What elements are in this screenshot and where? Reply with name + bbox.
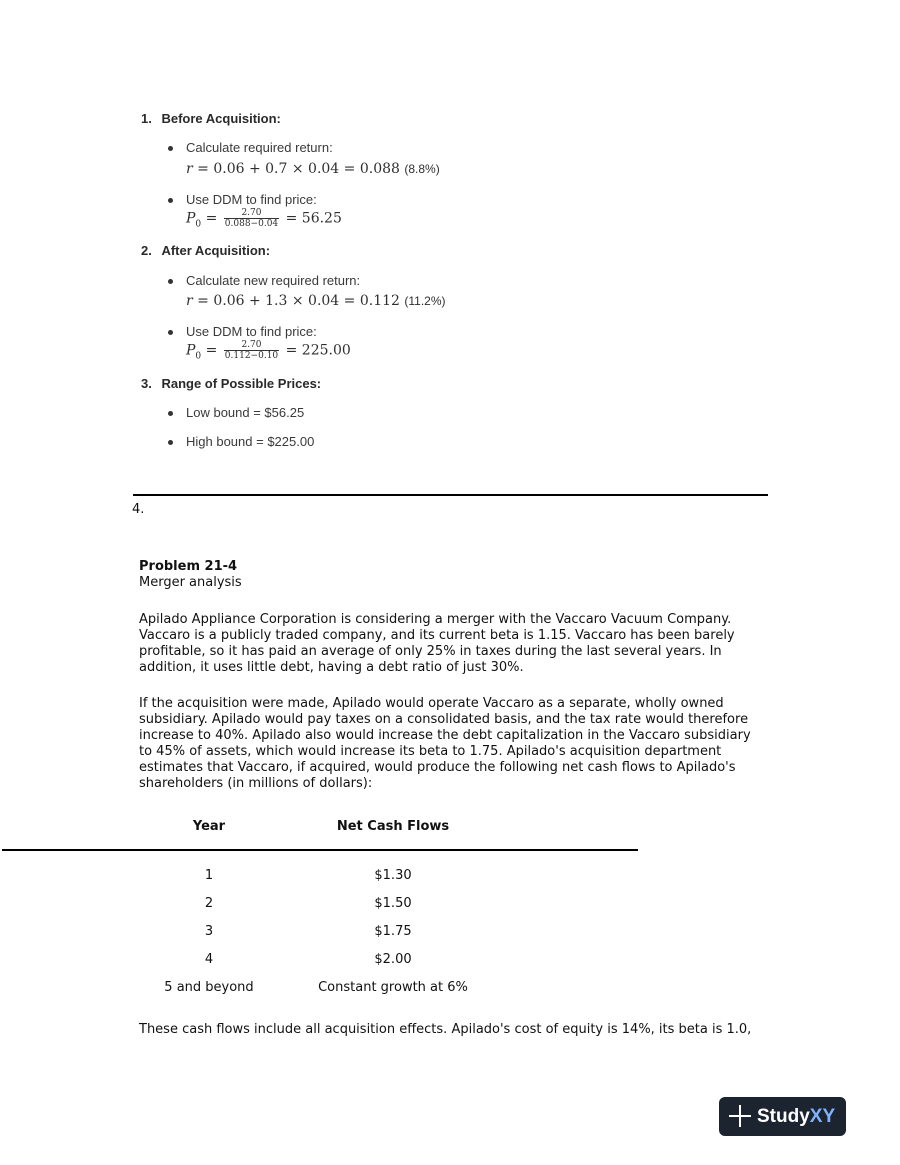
year-cell: 5 and beyond [164, 980, 254, 995]
problem-paragraph-1 [139, 612, 779, 676]
bullet-text: Calculate required return: [186, 140, 333, 155]
step-number: 3. [141, 376, 152, 391]
step-number: 1. [141, 111, 152, 126]
required-return-equation: r = 0.06 + 0.7 × 0.04 = 0.088 (8.8%) [186, 161, 440, 177]
bullet-icon [168, 440, 173, 445]
step-title: Range of Possible Prices: [161, 376, 322, 391]
bullet-icon [168, 146, 173, 151]
paragraph-line: If the acquisition were made, Apilado would operate Vaccaro as a separate, wholly owned [139, 696, 724, 711]
paragraph-line: profitable, so it has paid an average of only 25% in taxes during the last several years. In [139, 644, 722, 659]
bullet-text: Use DDM to find price: [186, 324, 317, 339]
table-header-net-cash-flows: Net Cash Flows [336, 819, 450, 834]
table-header-year: Year [192, 819, 226, 834]
cash-flow-cell: $1.75 [374, 924, 412, 939]
paragraph-line: to 45% of assets, which would increase its beta to 1.75. Apilado's acquisition department [139, 744, 722, 759]
paragraph-line: estimates that Vaccaro, if acquired, would produce the following net cash flows to Apilado's [139, 760, 736, 775]
section-divider [133, 494, 768, 496]
page-number: 4. [132, 502, 145, 517]
step-title: After Acquisition: [161, 243, 271, 258]
year-cell: 1 [204, 868, 214, 883]
year-cell: 2 [204, 896, 214, 911]
step-1-heading [141, 111, 281, 126]
bullet-icon [168, 330, 173, 335]
bullet-text: Use DDM to find price: [186, 192, 317, 207]
fraction: $\frac{2.70}{0.112-0.10}$ [224, 340, 279, 361]
fraction: $\frac{2.70}{0.088-0.04}$ [224, 208, 279, 229]
required-return-equation: r = 0.06 + 1.3 × 0.04 = 0.112 (11.2%) [186, 293, 446, 309]
step-3-heading [141, 376, 321, 391]
bullet-icon [168, 198, 173, 203]
paragraph-line: Apilado Appliance Corporation is considering a merger with the Vaccaro Vacuum Company. [139, 612, 732, 627]
table-header-rule [2, 849, 638, 851]
studyxy-logo [719, 1097, 846, 1136]
low-bound-text: Low bound = $56.25 [186, 405, 305, 420]
cash-flow-cell: $1.30 [374, 868, 412, 883]
step-2-heading [141, 243, 270, 258]
problem-title: Problem 21-4 [139, 559, 238, 574]
paragraph-line: shareholders (in millions of dollars): [139, 776, 373, 791]
ddm-price-equation: $P_0$ = $\frac{2.70}{0.088-0.04}$ = 56.25 [186, 208, 342, 230]
problem-subtitle: Merger analysis [139, 575, 242, 590]
paragraph-line: subsidiary. Apilado would pay taxes on a consolidated basis, and the tax rate would therefore [139, 712, 749, 727]
cash-flow-cell: Constant growth at 6% [318, 980, 468, 995]
year-cell: 3 [204, 924, 214, 939]
cash-flow-cell: $1.50 [374, 896, 412, 911]
year-cell: 4 [204, 952, 214, 967]
problem-paragraph-2 [139, 696, 779, 792]
brand-accent-text: XY [809, 1106, 836, 1127]
cash-flow-cell: $2.00 [374, 952, 412, 967]
paragraph-line: addition, it uses little debt, having a debt ratio of just 30%. [139, 660, 524, 675]
problem-paragraph-3: These cash flows include all acquisition effects. Apilado's cost of equity is 14%, its beta is 1.0, [139, 1022, 752, 1037]
bullet-icon [168, 411, 173, 416]
bullet-icon [168, 279, 173, 284]
bullet-text: Calculate new required return: [186, 273, 361, 288]
step-title: Before Acquisition: [161, 111, 281, 126]
step-number: 2. [141, 243, 152, 258]
paragraph-line: Vaccaro is a publicly traded company, and its current beta is 1.15. Vaccaro has been barely [139, 628, 735, 643]
brand-text: Study [757, 1106, 810, 1127]
high-bound-text: High bound = $225.00 [186, 434, 315, 449]
plus-icon [728, 1104, 752, 1128]
ddm-price-equation: $P_0$ = $\frac{2.70}{0.112-0.10}$ = 225.00 [186, 340, 351, 362]
paragraph-line: increase to 40%. Apilado also would increase the debt capitalization in the Vaccaro subsidiary [139, 728, 751, 743]
